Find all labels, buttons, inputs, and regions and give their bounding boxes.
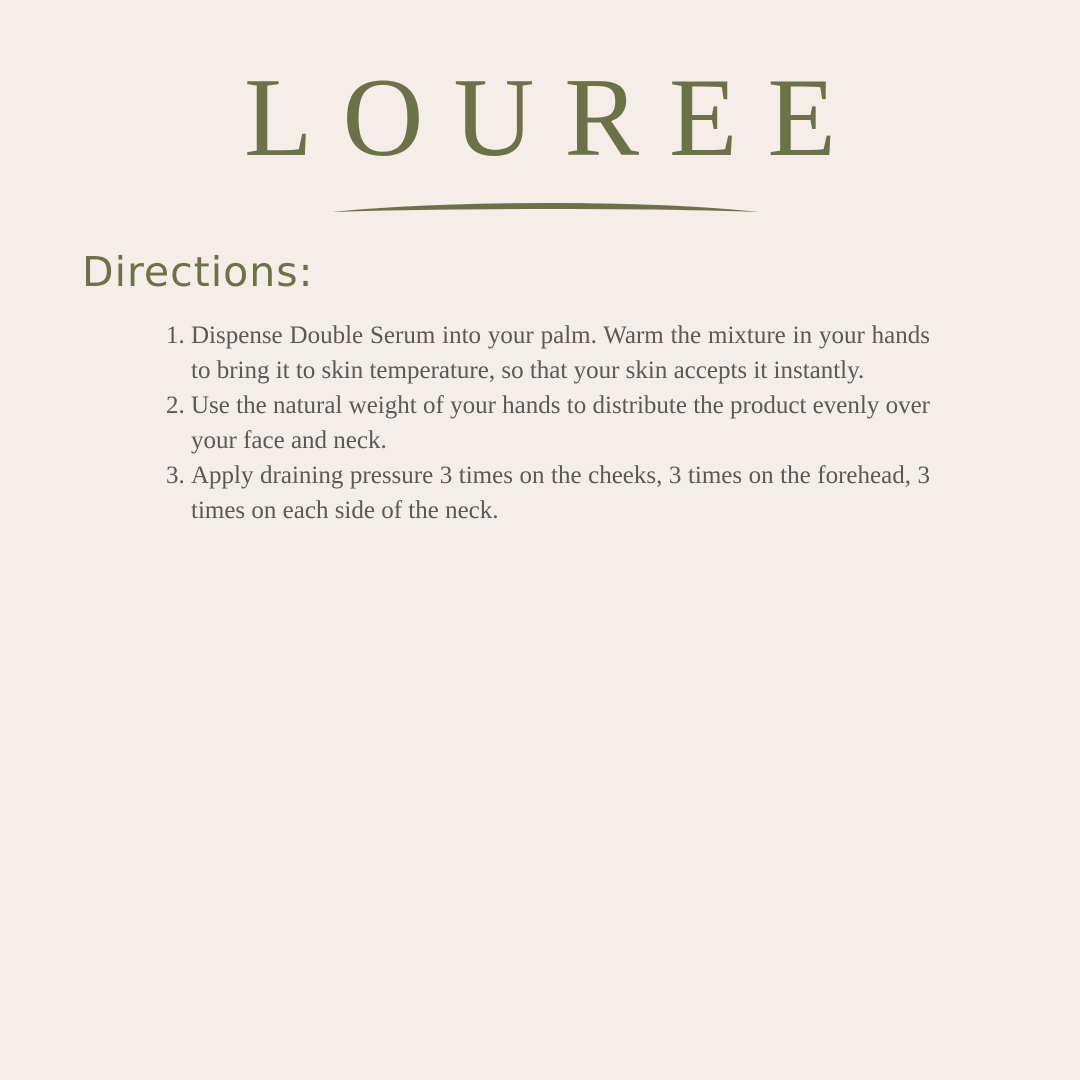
brand-logo: LOUREE bbox=[244, 56, 866, 180]
direction-step-2 bbox=[166, 388, 930, 458]
directions-list bbox=[166, 318, 930, 528]
step-text: Use the natural weight of your hands to distribute the product evenly over your face and neck. bbox=[191, 392, 930, 454]
step-number: 1. bbox=[166, 322, 185, 349]
step-text: Apply draining pressure 3 times on the cheeks, 3 times on the forehead, 3 times on each side of the neck. bbox=[191, 462, 930, 524]
step-number: 2. bbox=[166, 392, 185, 419]
step-text: Dispense Double Serum into your palm. Warm the mixture in your hands to bring it to skin temperature, so that your skin accepts it instantly. bbox=[191, 322, 930, 384]
directions-heading: Directions: bbox=[82, 248, 314, 296]
logo-underline-swoosh bbox=[330, 198, 760, 222]
direction-step-1 bbox=[166, 318, 930, 388]
direction-step-3 bbox=[166, 458, 930, 528]
step-number: 3. bbox=[166, 462, 185, 489]
